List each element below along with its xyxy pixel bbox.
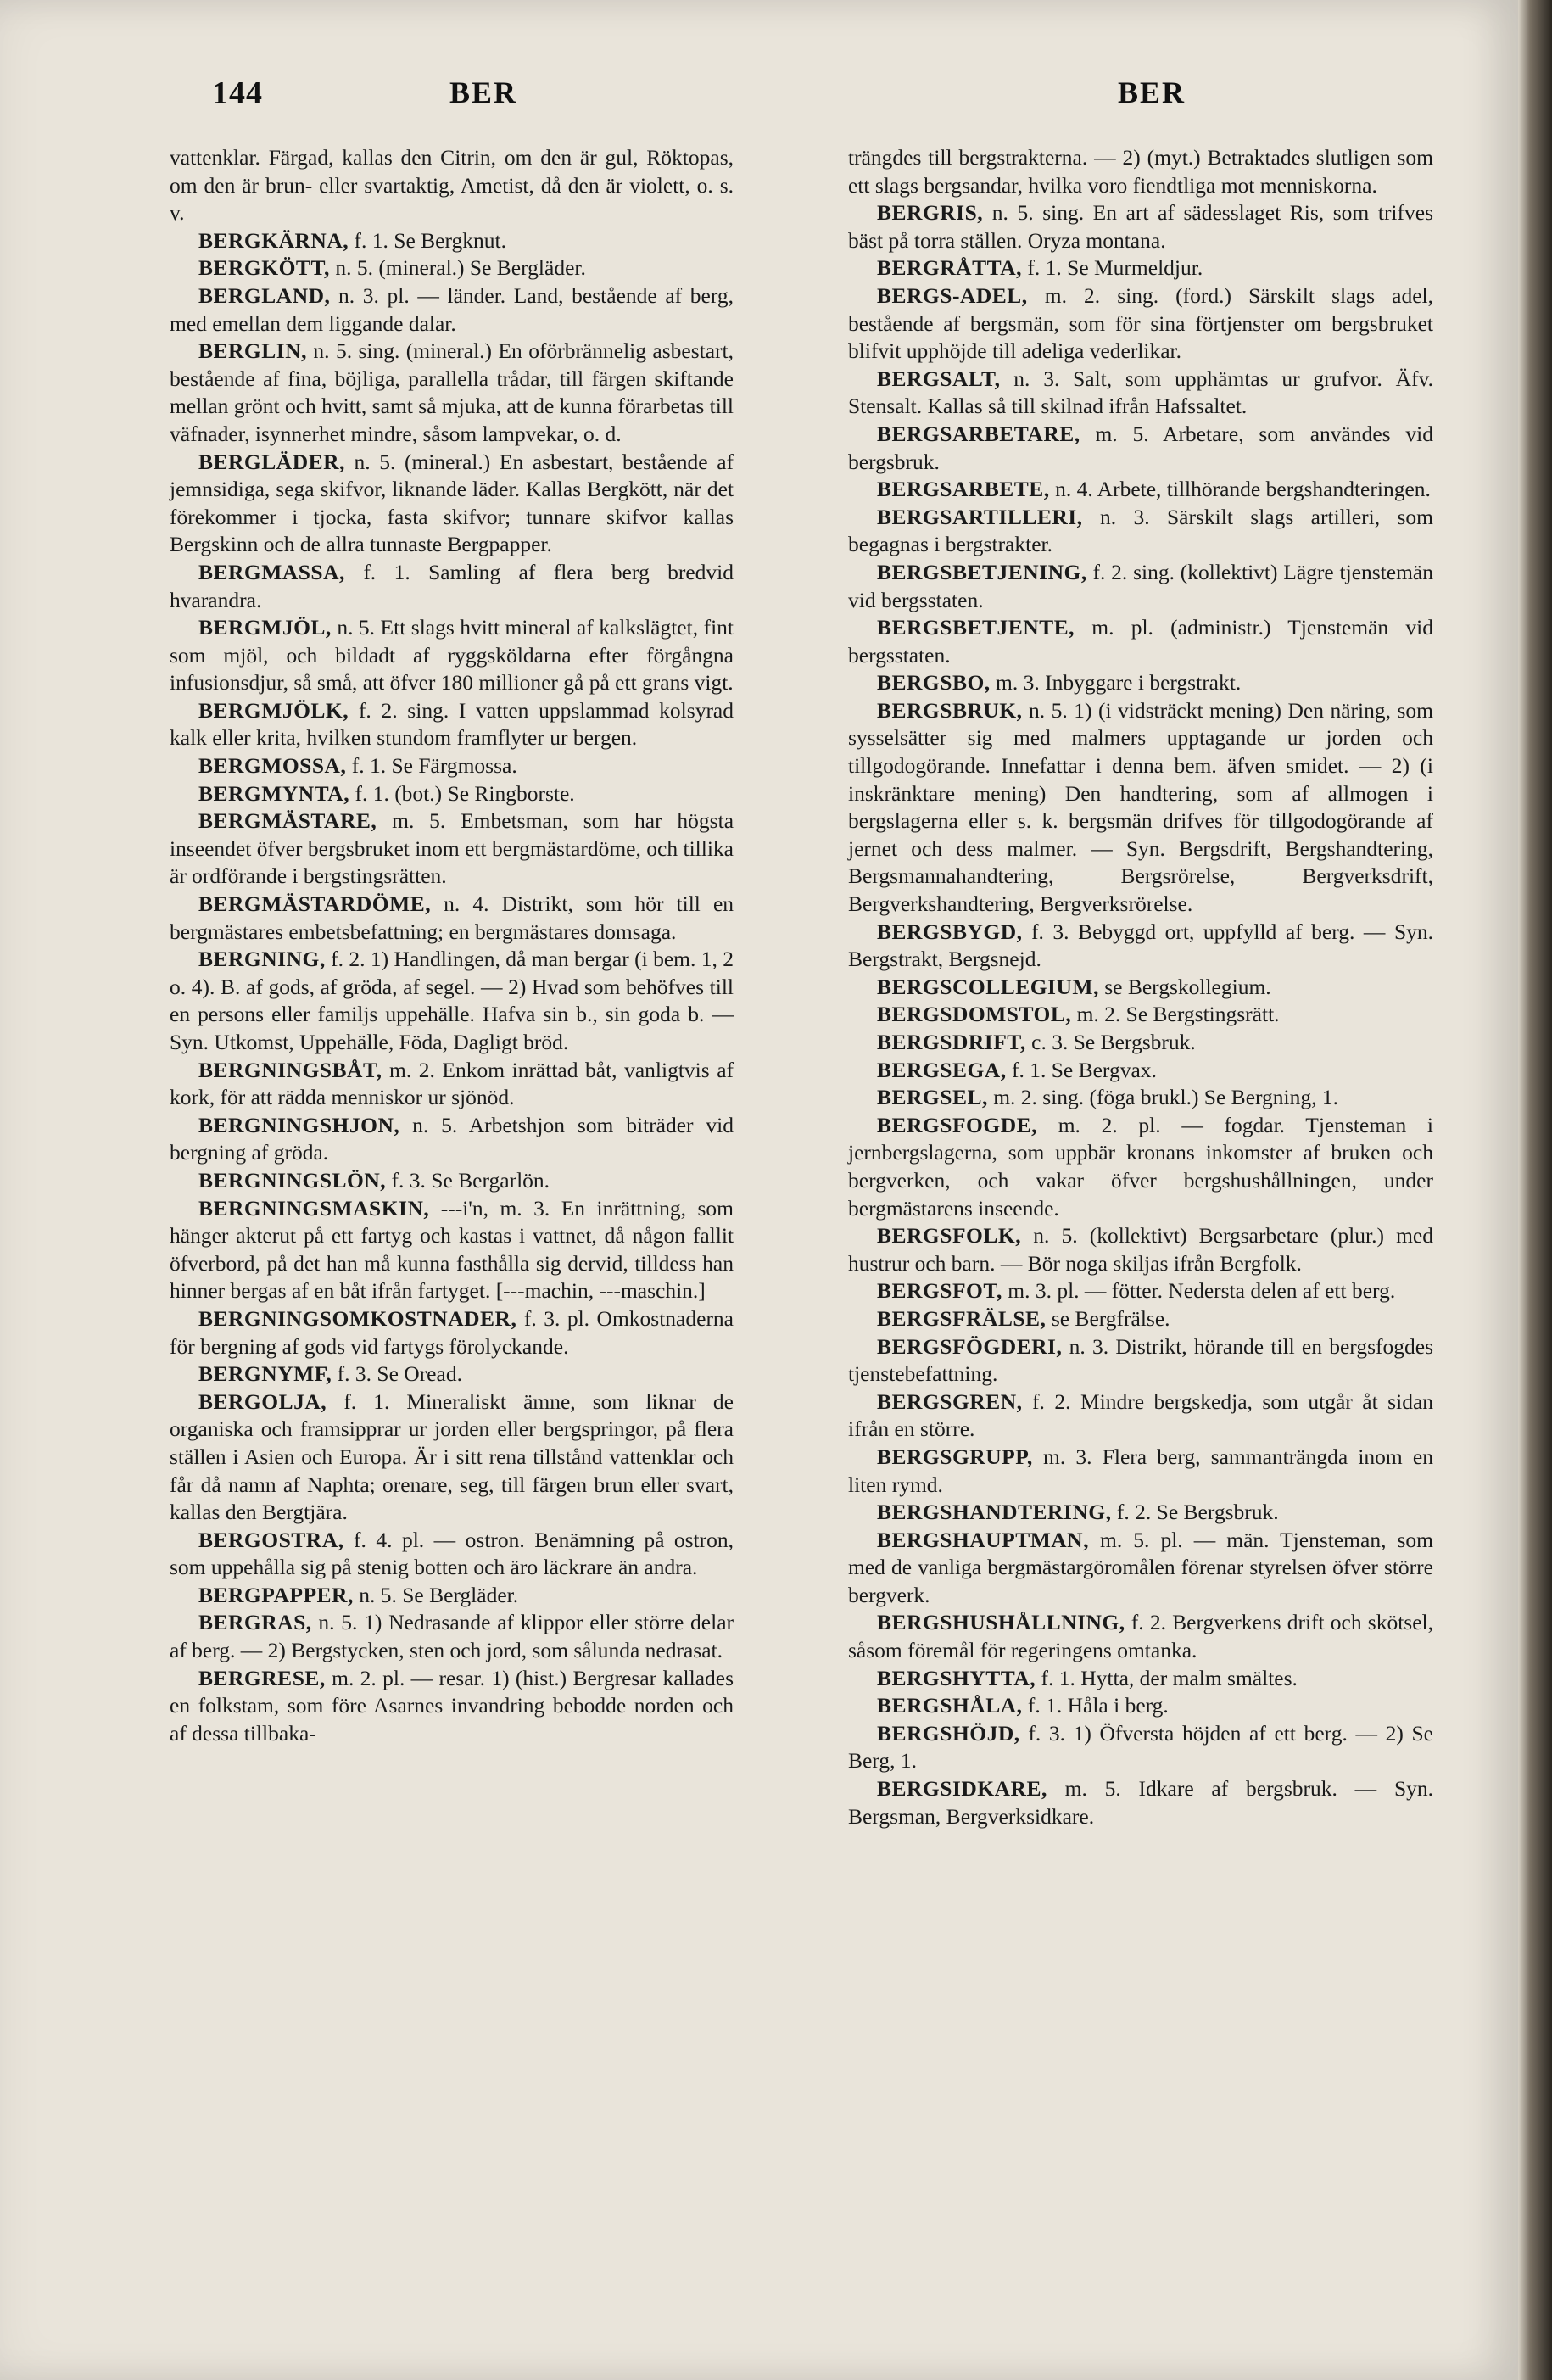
entry-headword: BERGSFOT,	[877, 1278, 1002, 1304]
entry-definition: n. 5. (mineral.) Se Bergläder.	[335, 255, 586, 281]
dictionary-entry	[848, 1277, 1433, 1305]
entry-headword: BERGSGREN,	[877, 1388, 1023, 1414]
entry-definition: f. 3. Bebyggd ort, uppfylld af berg. — Syn. Bergstrakt, Bergsnejd.	[848, 919, 1433, 972]
entry-definition: f. 1. (bot.) Se Ringborste.	[355, 780, 575, 806]
dictionary-entry	[170, 144, 734, 227]
entry-headword: BERGOLJA,	[198, 1388, 327, 1414]
entry-definition: n. 4. Distrikt, som hör till en bergmästares embetsbefattning; en bergmästares domsaga.	[170, 891, 734, 944]
entry-definition: n. 5. Ett slags hvitt mineral af kalkslägtet, fint som mjöl, och bildadt af ryggsköldarna efter förgångna infusionsdjur, så små, att öfver 180 millioner gå på ett grans vigt.	[170, 615, 734, 696]
entry-headword: BERGSARBETARE,	[877, 421, 1080, 446]
entry-headword: BERGSFOLK,	[877, 1223, 1022, 1249]
dictionary-entry	[170, 1527, 734, 1582]
dictionary-entry	[848, 1112, 1433, 1222]
entry-definition: trängdes till bergstrakterna. — 2) (myt.) Betraktades slutligen som ett slags bergsandar, hvilka voro fiendtliga mot menniskorna.	[848, 145, 1433, 198]
dictionary-entry	[848, 1665, 1433, 1693]
entry-headword: BERGSFÖGDERI,	[877, 1333, 1063, 1359]
entry-headword: BERGSBETJENING,	[877, 559, 1087, 584]
page-header	[0, 75, 1518, 126]
entry-headword: BERGSEGA,	[877, 1057, 1007, 1082]
entry-definition: f. 1. Se Bergknut.	[354, 227, 506, 253]
entry-definition: f. 3. Se Oread.	[337, 1361, 462, 1387]
dictionary-entry	[170, 449, 734, 559]
right-column	[848, 144, 1433, 1830]
entry-headword: BERGNING,	[198, 947, 326, 972]
entry-headword: BERGNINGSMASKIN,	[198, 1195, 430, 1221]
entry-definition: se Bergskollegium.	[1104, 974, 1271, 999]
dictionary-entry	[170, 1057, 734, 1112]
entry-headword: BERGSDRIFT,	[877, 1030, 1026, 1054]
entry-headword: BERGSBETJENTE,	[877, 615, 1075, 640]
dictionary-entry	[170, 254, 734, 282]
entry-definition: n. 5. Arbetshjon som biträder vid bergning af gröda.	[170, 1112, 734, 1165]
entry-headword: BERGMÄSTARE,	[198, 808, 377, 834]
entry-headword: BERGLAND,	[198, 282, 331, 308]
dictionary-entry	[848, 1609, 1433, 1664]
dictionary-entry	[170, 1167, 734, 1195]
dictionary-entry	[848, 1692, 1433, 1720]
entry-definition: f. 1. Se Färgmossa.	[351, 753, 517, 779]
entry-definition: m. 2. pl. — fogdar. Tjensteman i jernbergslagerna, som uppbär kronans inkomster af bruken och bergverken, och vakar öfver bergshushållningen, under bergmästarens inseende.	[848, 1112, 1434, 1221]
entry-definition: m. 2. Enkom inrättad båt, vanligtvis af kork, för att rädda menniskor ur sjönöd.	[170, 1057, 734, 1110]
entry-headword: BERGPAPPER,	[198, 1582, 354, 1607]
entry-headword: BERGSBRUK,	[877, 697, 1023, 723]
dictionary-entry	[848, 919, 1433, 974]
dictionary-entry	[170, 946, 734, 1056]
dictionary-entry	[848, 697, 1433, 919]
dictionary-entry	[848, 476, 1433, 504]
entry-definition: m. 2. sing. (ford.) Särskilt slags adel, bestående af bergsmän, som för sina förtjenster om bergsbruket blifvit upphöjde till adeliga vederlikar.	[848, 282, 1434, 364]
entry-headword: BERGSHÖJD,	[877, 1720, 1020, 1746]
entry-definition: n. 5. Se Bergläder.	[359, 1582, 519, 1607]
entry-headword: BERGNINGSOMKOSTNADER,	[198, 1305, 517, 1331]
entry-definition: m. 2. sing. (föga brukl.) Se Bergning, 1.	[993, 1085, 1338, 1110]
dictionary-entry	[848, 254, 1433, 282]
dictionary-entry	[170, 1112, 734, 1167]
entry-definition: n. 5. sing. (mineral.) En oförbrännelig asbestart, bestående af fina, böjliga, parallella trådar, till färgen skiftande mellan grönt och hvitt, samt så mjuka, att de kunna förarbetas till väfnader, isynnerhet mindre, såsom lampvekar, o. d.	[170, 338, 734, 446]
entry-definition: f. 1. Håla i berg.	[1027, 1693, 1169, 1718]
dictionary-entry	[848, 1527, 1433, 1610]
dictionary-entry	[170, 1305, 734, 1360]
entry-headword: BERGSHYTTA,	[877, 1665, 1036, 1690]
dictionary-entry	[170, 780, 734, 808]
dictionary-entry	[170, 697, 734, 752]
entry-headword: BERGSHANDTERING,	[877, 1500, 1112, 1525]
entry-definition: n. 4. Arbete, tillhörande bergshandteringen.	[1055, 477, 1431, 502]
dictionary-entry	[848, 614, 1433, 669]
entry-definition: f. 1. Se Murmeldjur.	[1027, 255, 1203, 281]
entry-headword: BERGSGRUPP,	[877, 1444, 1033, 1469]
entry-headword: BERGMÄSTARDÖME,	[198, 891, 432, 917]
entry-definition: n. 5. 1) (i vidsträckt mening) Den näring, som sysselsätter sig med malmers upptagande ur jorden och tillgodogörande. Innefattar i denna bem. äfven smidet. — 2) (i inskränktare mening) Den handtering, som af allmogen i bergslagerna eller s. k. bergsmän drifves för tillgodogörande af jernet och dess malmer. — Syn. Bergsdrift, Bergshandtering, Bergsmannahandtering, Bergsrörelse, Bergverksdrift, Bergverkshandtering, Bergverksrörelse.	[848, 697, 1434, 917]
entry-headword: BERGSIDKARE,	[877, 1776, 1047, 1802]
entry-headword: BERGSDOMSTOL,	[877, 1002, 1072, 1027]
entry-definition: f. 1. Hytta, der malm smältes.	[1041, 1665, 1298, 1690]
entry-headword: BERGKÖTT,	[198, 255, 330, 281]
dictionary-entry	[848, 366, 1433, 421]
entry-definition: f. 1. Se Bergvax.	[1011, 1057, 1157, 1082]
entry-definition: se Bergfrälse.	[1051, 1305, 1170, 1331]
dictionary-entry	[848, 1720, 1433, 1775]
entry-definition: f. 3. pl. Omkostnaderna för bergning af gods vid fartygs förolyckande.	[170, 1305, 734, 1359]
entry-definition: c. 3. Se Bergsbruk.	[1031, 1030, 1196, 1054]
entry-headword: BERGSBYGD,	[877, 919, 1023, 944]
dictionary-entry	[848, 1444, 1433, 1499]
dictionary-entry	[170, 282, 734, 338]
entry-definition: f. 1. Samling af flera berg bredvid hvarandra.	[170, 559, 734, 612]
entry-headword: BERGSHUSHÅLLNING,	[877, 1610, 1125, 1635]
dictionary-entry	[170, 807, 734, 891]
entry-headword: BERGNINGSHJON,	[198, 1112, 400, 1137]
entry-definition: f. 2. Se Bergsbruk.	[1116, 1500, 1279, 1525]
entry-headword: BERGSCOLLEGIUM,	[877, 974, 1099, 999]
entry-headword: BERGSALT,	[877, 366, 1001, 391]
dictionary-entry	[848, 144, 1433, 199]
dictionary-entry	[170, 1609, 734, 1664]
entry-headword: BERGSARTILLERI,	[877, 504, 1083, 529]
dictionary-entry	[848, 1333, 1433, 1388]
entry-definition: n. 5. (mineral.) En asbestart, bestående af jemnsidiga, sega skifvor, liknande läder. Kallas Bergkött, när det förekommer i tjocka, fasta skifvor; tunnare skifvor kallas Bergskinn och de allra tunnaste Bergpapper.	[170, 449, 734, 557]
entry-definition: f. 2. sing. I vatten uppslammad kolsyrad kalk eller krita, hvilken stundom framflyter ur bergen.	[170, 697, 734, 751]
entry-headword: BERGRAS,	[198, 1610, 312, 1635]
entry-headword: BERGKÄRNA,	[198, 227, 349, 253]
entry-definition: f. 2. 1) Handlingen, då man bergar (i bem. 1, 2 o. 4). B. af gods, af gröda, af segel. — 2) Hvad som behöfves till en persons eller familjs uppehälle. Hafva sin b., sin goda b. — Syn. Utkomst, Uppehälle, Föda, Dagligt bröd.	[170, 947, 734, 1054]
entry-definition: n. 3. Salt, som upphämtas ur grufvor. Äfv. Stensalt. Kallas så till skilnad ifrån Hafssaltet.	[848, 366, 1433, 419]
dictionary-entry	[848, 974, 1433, 1002]
entry-headword: BERGSFRÄLSE,	[877, 1305, 1047, 1331]
dictionary-entry	[848, 669, 1433, 697]
dictionary-entry	[848, 1305, 1433, 1333]
dictionary-entry	[848, 1001, 1433, 1029]
entry-headword: BERGSBO,	[877, 670, 991, 696]
entry-definition: f. 4. pl. — ostron. Benämning på ostron, som uppehålla sig på stenig botten och äro läckrare än andra.	[170, 1527, 734, 1580]
dictionary-entry	[170, 752, 734, 780]
entry-definition: m. pl. (administr.) Tjenstemän vid bergsstaten.	[848, 615, 1433, 668]
entry-headword: BERGMJÖL,	[198, 615, 332, 640]
dictionary-entry	[170, 1665, 734, 1748]
entry-headword: BERGS-ADEL,	[877, 282, 1028, 308]
entry-headword: BERGSFOGDE,	[877, 1112, 1037, 1137]
entry-definition: m. 5. Idkare af bergsbruk. — Syn. Bergsman, Bergverksidkare.	[848, 1776, 1433, 1829]
dictionary-entry	[848, 421, 1433, 476]
dictionary-entry	[848, 1057, 1433, 1085]
entry-headword: BERGMASSA,	[198, 559, 345, 584]
dictionary-entry	[170, 1360, 734, 1388]
entry-definition: f. 3. 1) Öfversta höjden af ett berg. — 2) Se Berg, 1.	[848, 1720, 1433, 1774]
entry-definition: f. 2. Bergverkens drift och skötsel, såsom föremål för regeringens omtanka.	[848, 1610, 1433, 1663]
dictionary-entry	[848, 504, 1433, 559]
entry-definition: f. 1. Mineraliskt ämne, som liknar de organiska och framsipprar ur jorden eller bergspringor, på flera ställen i Asien och Europa. Är i sitt rena tillstånd vattenklar och får då namn af Naphta; orenare, seg, till färgen brun eller svart, kallas den Bergtjära.	[170, 1388, 734, 1525]
right-guide-word: BER	[1118, 75, 1186, 109]
entry-headword: BERGSARBETE,	[877, 477, 1050, 502]
entry-headword: BERGSHÅLA,	[877, 1693, 1023, 1718]
entry-headword: BERGMJÖLK,	[198, 697, 349, 723]
entry-headword: BERGSHAUPTMAN,	[877, 1527, 1089, 1552]
entry-definition: n. 5. (kollektivt) Bergsarbetare (plur.) med hustrur och barn. — Bör noga skiljas ifrån Bergfolk.	[848, 1223, 1434, 1276]
dictionary-entry	[170, 614, 734, 697]
dictionary-entry	[848, 1775, 1433, 1830]
dictionary-entry	[170, 891, 734, 946]
dictionary-entry	[170, 1388, 734, 1527]
dictionary-entry	[848, 1388, 1433, 1444]
entry-definition: n. 3. Särskilt slags artilleri, som begagnas i bergstrakter.	[848, 504, 1433, 557]
entry-definition: m. 3. pl. — fötter. Nedersta delen af ett berg.	[1008, 1278, 1396, 1304]
entry-headword: BERGRESE,	[198, 1665, 326, 1690]
entry-definition: n. 3. pl. — länder. Land, bestående af berg, med emellan dem liggande dalar.	[170, 282, 734, 336]
entry-definition: f. 2. Mindre bergskedja, som utgår åt sidan ifrån en större.	[848, 1388, 1434, 1442]
entry-headword: BERGRIS,	[877, 200, 984, 226]
entry-definition: f. 3. Se Bergarlön.	[391, 1167, 550, 1193]
entry-definition: m. 2. Se Bergstingsrätt.	[1076, 1002, 1280, 1027]
entry-definition: ---i'n, m. 3. En inrättning, som hänger akterut på ett fartyg och kastas i vattnet, då någon fallit öfverbord, på det han må kunna fasthålla sig dervid, tilldess han hinner bergas af en båt ifrån fartyget. [---machin, ---maschin.]	[170, 1195, 734, 1304]
entry-headword: BERGSEL,	[877, 1085, 988, 1110]
entry-headword: BERGOSTRA,	[198, 1527, 344, 1552]
dictionary-entry	[848, 1084, 1433, 1112]
dictionary-entry	[848, 199, 1433, 254]
dictionary-entry	[170, 227, 734, 255]
dictionary-entry	[848, 282, 1433, 366]
entry-headword: BERGLÄDER,	[198, 449, 345, 474]
dictionary-entry	[170, 1195, 734, 1305]
dictionary-entry	[848, 1029, 1433, 1057]
dictionary-entry	[170, 338, 734, 448]
entry-headword: BERGNINGSBÅT,	[198, 1057, 382, 1082]
entry-definition: m. 5. Arbetare, som användes vid bergsbruk.	[848, 421, 1434, 474]
entry-headword: BERGMOSSA,	[198, 753, 347, 779]
dictionary-entry	[848, 559, 1433, 614]
left-guide-word: BER	[449, 75, 518, 109]
entry-definition: n. 3. Distrikt, hörande till en bergsfogdes tjenstebefattning.	[848, 1333, 1433, 1387]
entry-definition: vattenklar. Färgad, kallas den Citrin, om den är gul, Röktopas, om den är brun- eller svartaktig, Ametist, då den är violett, o. s. v.	[170, 145, 734, 226]
entry-definition: m. 2. pl. — resar. 1) (hist.) Bergresar kallades en folkstam, som före Asarnes invandring bebodde norden och af dessa tillbaka-	[170, 1665, 734, 1746]
page-number: 144	[212, 75, 263, 111]
entry-definition: m. 3. Inbyggare i bergstrakt.	[996, 670, 1242, 696]
entry-definition: m. 5. Embetsman, som har högsta inseendet öfver bergsbruket inom ett bergmästardöme, och tillika är ordförande i bergstingsrätten.	[170, 808, 734, 889]
dictionary-entry	[170, 1582, 734, 1610]
entry-headword: BERGRÅTTA,	[877, 255, 1023, 281]
entry-definition: n. 5. sing. En art af sädesslaget Ris, som trifves bäst på torra ställen. Oryza montana.	[848, 200, 1434, 253]
entry-headword: BERGNINGSLÖN,	[198, 1167, 387, 1193]
entry-definition: f. 2. sing. (kollektivt) Lägre tjenstemän vid bergsstaten.	[848, 559, 1433, 612]
entry-definition: m. 3. Flera berg, sammanträngda inom en liten rymd.	[848, 1444, 1433, 1497]
entry-headword: BERGNYMF,	[198, 1361, 332, 1387]
entry-headword: BERGMYNTA,	[198, 780, 350, 806]
entry-definition: m. 5. pl. — män. Tjensteman, som med de vanliga bergmästargöromålen förenar styrelsen öfver större bergverk.	[848, 1527, 1433, 1607]
entry-headword: BERGLIN,	[198, 338, 307, 364]
book-spine-shadow	[1518, 0, 1552, 2380]
dictionary-entry	[170, 559, 734, 614]
dictionary-entry	[848, 1499, 1433, 1527]
left-column	[170, 144, 734, 1747]
entry-definition: n. 5. 1) Nedrasande af klippor eller större delar af berg. — 2) Bergstycken, sten och jord, som sålunda nedrasat.	[170, 1610, 734, 1663]
dictionary-entry	[848, 1222, 1433, 1277]
